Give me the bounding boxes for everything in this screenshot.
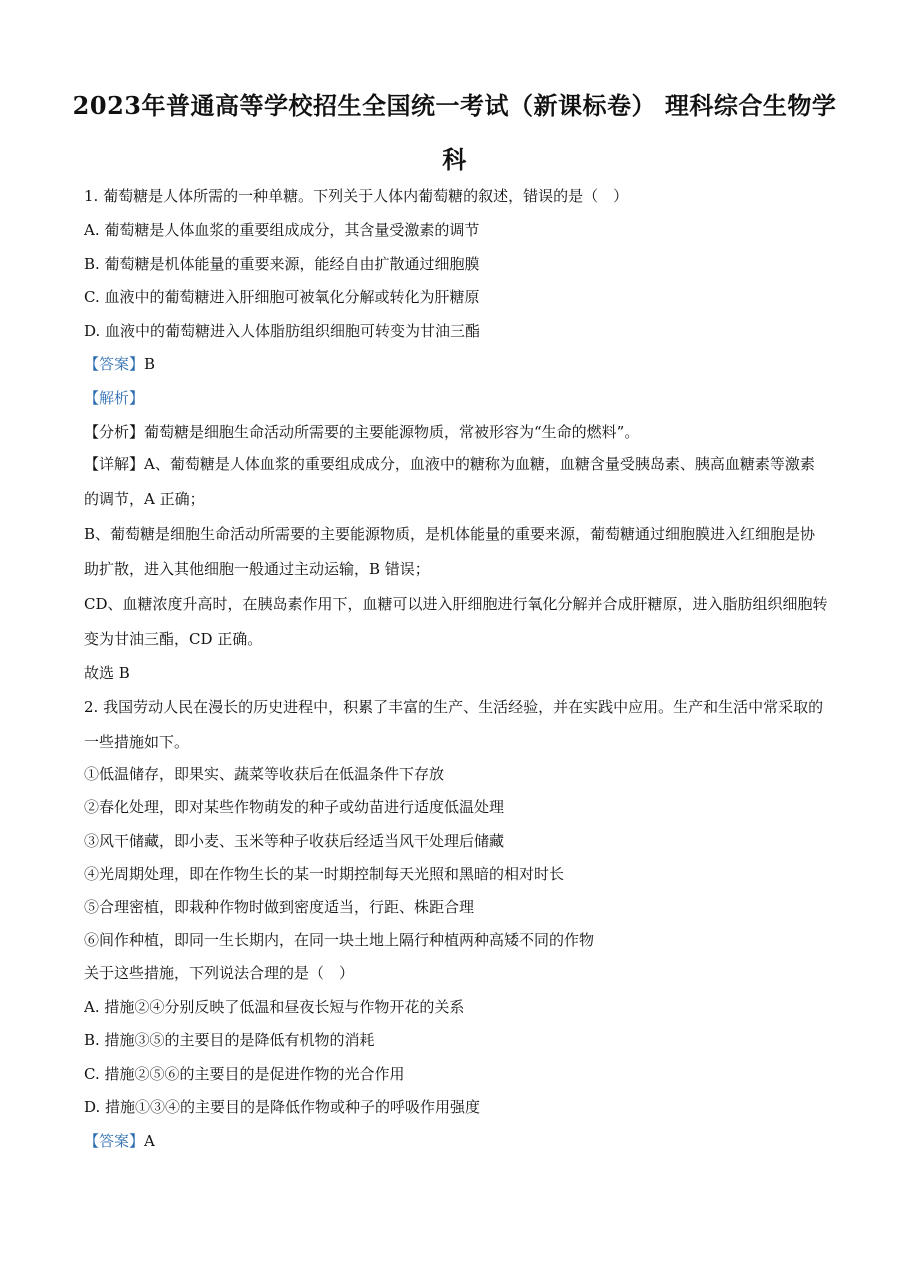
detail-tag: 【详解】: [84, 455, 145, 473]
question-1-option-b: B. 葡萄糖是机体能量的重要来源，能经自由扩散通过细胞膜: [84, 255, 480, 273]
question-1-detail-cd: CD、血糖浓度升高时，在胰岛素作用下，血糖可以进入肝细胞进行氧化分解并合成肝糖原，进入脂肪组织细胞转变为甘油三酯，CD 正确。: [84, 595, 828, 648]
fenxi-text: 葡萄糖是细胞生命活动所需要的主要能源物质，常被形容为“生命的燃料”。: [144, 423, 640, 441]
question-1-option-d: D. 血液中的葡萄糖进入人体脂肪组织细胞可转变为甘油三酯: [84, 322, 481, 340]
answer-value: B: [144, 355, 156, 373]
detail-a-text: A、葡萄糖是人体血浆的重要组成成分，血液中的糖称为血糖，血糖含量受胰岛素、胰高血糖素等激素的调节，A 正确；: [84, 455, 815, 508]
question-2-measure-4: ④光周期处理，即在作物生长的某一时期控制每天光照和黑暗的相对时长: [84, 865, 565, 883]
question-2-answer: [84, 1131, 155, 1151]
question-1-fenxi: [84, 422, 639, 442]
question-2-measure-5: ⑤合理密植，即栽种作物时做到密度适当，行距、株距合理: [84, 898, 475, 916]
question-2-measure-2: ②春化处理，即对某些作物萌发的种子或幼苗进行适度低温处理: [84, 798, 505, 816]
question-2-option-a: A. 措施②④分别反映了低温和昼夜长短与作物开花的关系: [84, 998, 465, 1016]
page-title: 2023年普通高等学校招生全国统一考试（新课标卷） 理科综合生物学: [72, 91, 837, 120]
question-1-analysis-tag: 【解析】: [84, 389, 145, 407]
question-1-detail-b: B、葡萄糖是细胞生命活动所需要的主要能源物质，是机体能量的重要来源，葡萄糖通过细胞膜进入红细胞是协助扩散，进入其他细胞一般通过主动运输，B 错误；: [84, 525, 816, 578]
question-2-option-c: C. 措施②⑤⑥的主要目的是促进作物的光合作用: [84, 1065, 405, 1083]
question-2-measure-1: ①低温储存，即果实、蔬菜等收获后在低温条件下存放: [84, 765, 445, 783]
page-title-continued: 科: [442, 145, 467, 174]
question-1-conclusion: 故选 B: [84, 664, 130, 682]
question-2-stem: 2. 我国劳动人民在漫长的历史进程中，积累了丰富的生产、生活经验，并在实践中应用。生产和生活中常采取的一些措施如下。: [84, 698, 824, 751]
question-1-stem: 1. 葡萄糖是人体所需的一种单糖。下列关于人体内葡萄糖的叙述，错误的是（ ）: [84, 187, 629, 205]
question-2-question: 关于这些措施，下列说法合理的是（ ）: [84, 964, 355, 982]
question-1-answer: [84, 354, 155, 374]
answer-tag: 【答案】: [84, 355, 145, 373]
question-1-option-a: A. 葡萄糖是人体血浆的重要组成成分，其含量受激素的调节: [84, 221, 480, 239]
question-2-option-d: D. 措施①③④的主要目的是降低作物或种子的呼吸作用强度: [84, 1098, 481, 1116]
fenxi-tag: 【分析】: [84, 423, 145, 441]
question-2-measure-6: ⑥间作种植，即同一生长期内，在同一块土地上隔行种植两种高矮不同的作物: [84, 931, 595, 949]
answer-value: A: [144, 1132, 155, 1150]
question-1-detail-a: [84, 447, 829, 517]
question-2-option-b: B. 措施③⑤的主要目的是降低有机物的消耗: [84, 1031, 375, 1049]
answer-tag: 【答案】: [84, 1132, 145, 1150]
question-2-measure-3: ③风干储藏，即小麦、玉米等种子收获后经适当风干处理后储藏: [84, 832, 505, 850]
question-1-option-c: C. 血液中的葡萄糖进入肝细胞可被氧化分解或转化为肝糖原: [84, 288, 480, 306]
